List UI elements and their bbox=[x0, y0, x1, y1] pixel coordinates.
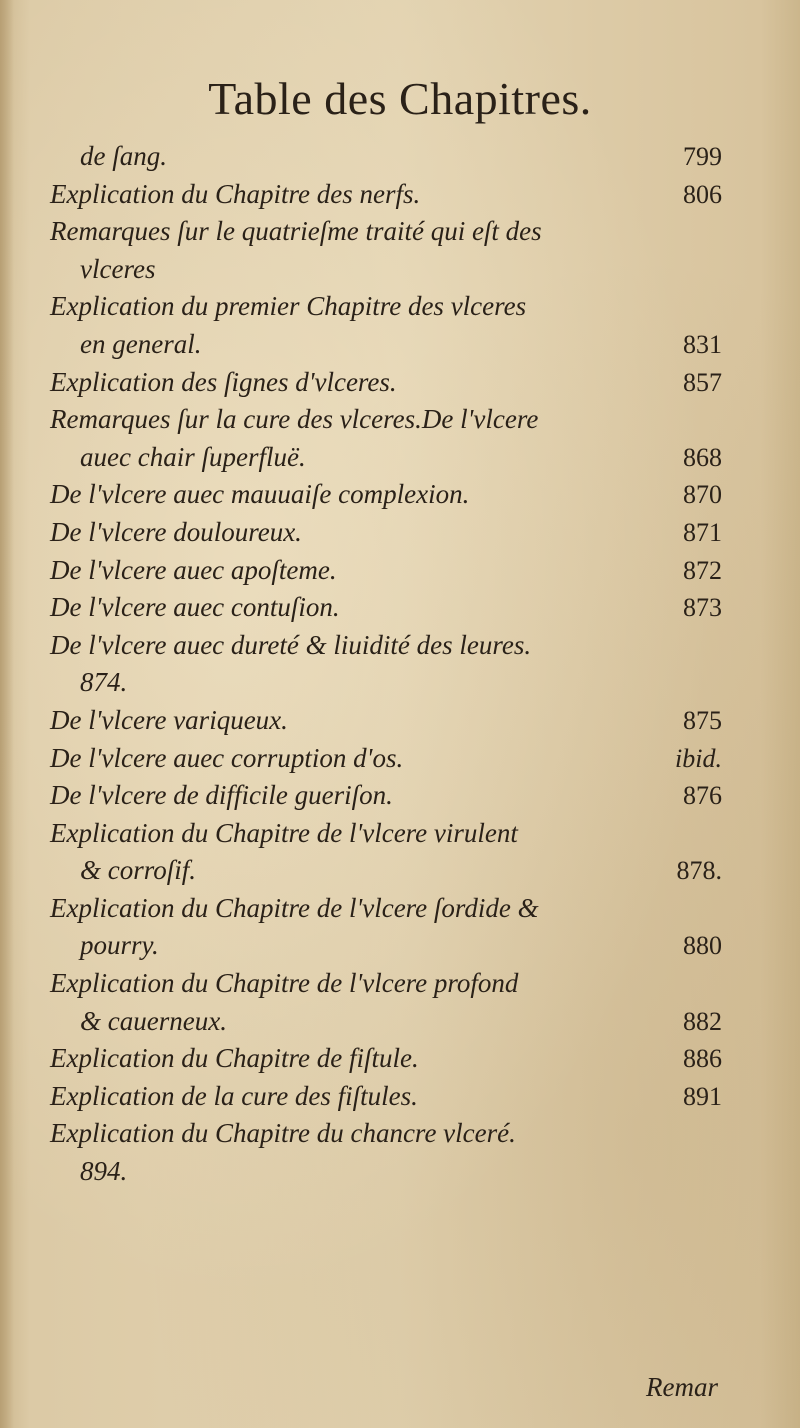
entry-title: Explication de la cure des fiſtules. bbox=[50, 1080, 418, 1111]
entry-title: De l'vlcere douloureux. bbox=[50, 516, 302, 547]
table-row bbox=[50, 1153, 722, 1191]
entry-page-number: 806 bbox=[683, 179, 722, 209]
entry-title: De l'vlcere variqueux. bbox=[50, 704, 288, 735]
entry-title: De l'vlcere auec apoſteme. bbox=[50, 554, 337, 585]
entry-page-number: 831 bbox=[683, 329, 722, 359]
table-row bbox=[50, 627, 722, 665]
entry-title: De l'vlcere auec mauuaiſe complexion. bbox=[50, 479, 470, 510]
table-row bbox=[50, 138, 722, 176]
entry-page-number: 886 bbox=[683, 1044, 722, 1074]
entry-title: De l'vlcere auec contuſion. bbox=[50, 592, 340, 623]
entry-title: De l'vlcere auec corruption d'os. bbox=[50, 742, 404, 773]
entry-page-number: 891 bbox=[683, 1081, 722, 1111]
table-row bbox=[50, 927, 722, 965]
page-gutter bbox=[0, 0, 14, 1428]
table-row bbox=[50, 326, 722, 364]
table-row bbox=[50, 439, 722, 477]
entry-title: en general. bbox=[80, 328, 202, 359]
entry-title: pourry. bbox=[80, 930, 159, 961]
entry-title: Explication du Chapitre de l'vlcere ſordide & bbox=[50, 892, 539, 923]
entry-title: & corroſif. bbox=[80, 855, 197, 886]
table-row bbox=[50, 740, 722, 778]
chapter-table bbox=[50, 138, 722, 1191]
entry-page-number: 878. bbox=[676, 856, 722, 886]
table-row bbox=[50, 251, 722, 289]
table-row bbox=[50, 476, 722, 514]
entry-page-number: 876 bbox=[683, 781, 722, 811]
entry-title: Explication du Chapitre des nerfs. bbox=[50, 178, 421, 209]
table-row bbox=[50, 815, 722, 853]
entry-title: Explication du Chapitre de l'vlcere profond bbox=[50, 968, 519, 999]
table-row bbox=[50, 288, 722, 326]
entry-page-number: 871 bbox=[683, 517, 722, 547]
entry-page-number: 882 bbox=[683, 1006, 722, 1036]
entry-title: vlceres bbox=[80, 253, 156, 284]
entry-title: Explication du Chapitre du chancre vlceré. bbox=[50, 1118, 516, 1149]
entry-title: Remarques ſur le quatrieſme traité qui eſt des bbox=[50, 216, 542, 247]
entry-page-number: 870 bbox=[683, 480, 722, 510]
entry-title: auec chair ſuperfluë. bbox=[80, 441, 306, 472]
page-title: Table des Chapitres. bbox=[208, 73, 592, 124]
entry-title: Explication du Chapitre de l'vlcere virulent bbox=[50, 817, 518, 848]
table-row bbox=[50, 514, 722, 552]
entry-page-number: 857 bbox=[683, 367, 722, 397]
table-row bbox=[50, 552, 722, 590]
table-row bbox=[50, 176, 722, 214]
table-row bbox=[50, 777, 722, 815]
table-row bbox=[50, 664, 722, 702]
entry-title: Explication des ſignes d'vlceres. bbox=[50, 366, 397, 397]
table-row bbox=[50, 1003, 722, 1041]
table-row bbox=[50, 852, 722, 890]
entry-page-number: 873 bbox=[683, 593, 722, 623]
table-row bbox=[50, 1078, 722, 1116]
table-row bbox=[50, 1115, 722, 1153]
entry-title: Remarques ſur la cure des vlceres.De l'vlcere bbox=[50, 404, 539, 435]
entry-title: De l'vlcere de difficile gueriſon. bbox=[50, 780, 393, 811]
table-row bbox=[50, 213, 722, 251]
entry-page-number: 880 bbox=[683, 931, 722, 961]
table-row bbox=[50, 890, 722, 928]
entry-page-number: ibid. bbox=[675, 743, 722, 773]
catchword: Remar bbox=[646, 1372, 718, 1402]
entry-title: 894. bbox=[80, 1156, 128, 1187]
entry-page-number: 799 bbox=[683, 142, 722, 171]
entry-title: & cauerneux. bbox=[80, 1005, 227, 1036]
entry-page-number: 868 bbox=[683, 442, 722, 472]
entry-title: 874. bbox=[80, 667, 128, 698]
table-row bbox=[50, 1040, 722, 1078]
table-row bbox=[50, 589, 722, 627]
entry-page-number: 872 bbox=[683, 555, 722, 585]
table-row bbox=[50, 965, 722, 1003]
entry-title: Explication du Chapitre de fiſtule. bbox=[50, 1043, 419, 1074]
table-row bbox=[50, 364, 722, 402]
entry-title: de ſang. bbox=[80, 141, 167, 171]
entry-title: Explication du premier Chapitre des vlceres bbox=[50, 291, 527, 322]
entry-page-number: 875 bbox=[683, 705, 722, 735]
entry-title: De l'vlcere auec dureté & liuidité des leures. bbox=[50, 629, 532, 660]
table-row bbox=[50, 702, 722, 740]
table-row bbox=[50, 401, 722, 439]
